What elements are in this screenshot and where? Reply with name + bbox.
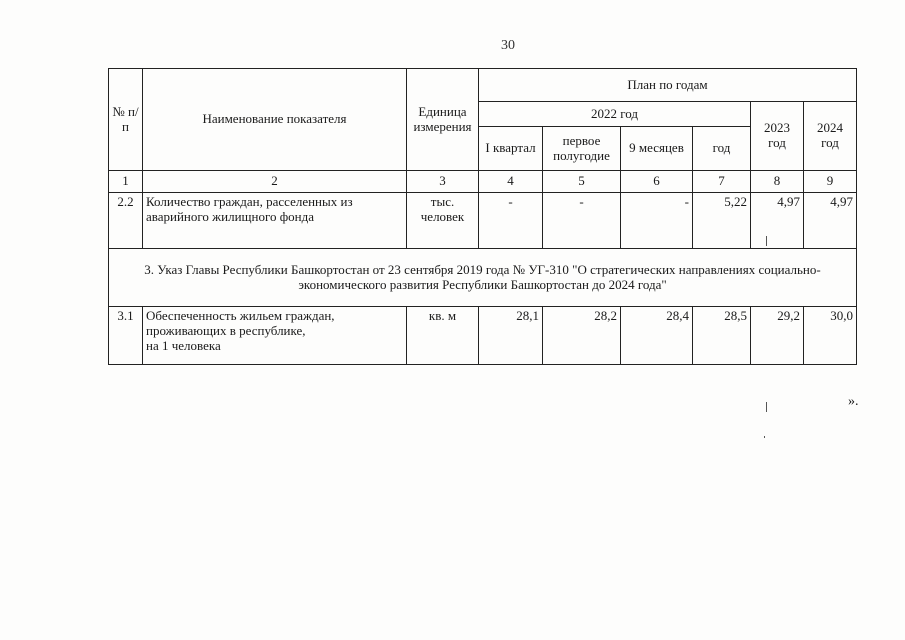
col-number: 4 (479, 171, 543, 193)
col-number: 9 (804, 171, 857, 193)
row-2023: 29,2 (751, 307, 804, 365)
header-plan: План по годам (479, 69, 857, 102)
row-year: 28,5 (693, 307, 751, 365)
row-2023: 4,97 (751, 193, 804, 249)
scan-speck (766, 402, 767, 412)
row-name-line: проживающих в республике, (146, 322, 306, 338)
header-year-2024: 2024 год (804, 102, 857, 171)
row-name-line: на 1 человека (146, 337, 221, 353)
scan-speck (766, 236, 767, 246)
plan-table (108, 68, 857, 365)
row-name (143, 307, 407, 365)
header-name: Наименование показателя (143, 69, 407, 171)
row-unit: тыс. человек (407, 193, 479, 249)
scan-speck (764, 436, 765, 438)
table-row (109, 307, 857, 365)
header-half-year: первое полугодие (543, 127, 621, 171)
column-numbers-row (109, 171, 857, 193)
header-year-2022: 2022 год (479, 102, 751, 127)
section-title: 3. Указ Главы Республики Башкортостан от 23 сентября 2019 года № УГ-310 "О стратегических направлениях социально-экономического развития Республики Башкортостан до 2024 года" (109, 249, 857, 307)
header-year: год (693, 127, 751, 171)
row-q1: - (479, 193, 543, 249)
row-half-year: - (543, 193, 621, 249)
row-num: 3.1 (109, 307, 143, 365)
row-name-line: Обеспеченность жильем граждан, (146, 308, 335, 323)
col-number: 2 (143, 171, 407, 193)
col-number: 6 (621, 171, 693, 193)
col-number: 3 (407, 171, 479, 193)
col-number: 5 (543, 171, 621, 193)
row-name: Количество граждан, расселенных из аварийного жилищного фонда (143, 193, 407, 249)
row-half-year: 28,2 (543, 307, 621, 365)
row-9-months: 28,4 (621, 307, 693, 365)
row-2024: 30,0 (804, 307, 857, 365)
row-q1: 28,1 (479, 307, 543, 365)
row-2024: 4,97 (804, 193, 857, 249)
col-number: 1 (109, 171, 143, 193)
col-number: 8 (751, 171, 804, 193)
header-unit: Единица измерения (407, 69, 479, 171)
row-unit: кв. м (407, 307, 479, 365)
header-year-2023: 2023 год (751, 102, 804, 171)
row-9-months: - (621, 193, 693, 249)
row-num: 2.2 (109, 193, 143, 249)
table-row (109, 193, 857, 249)
page-number: 30 (501, 38, 515, 53)
col-number: 7 (693, 171, 751, 193)
header-num: № п/п (109, 69, 143, 171)
row-year: 5,22 (693, 193, 751, 249)
header-9-months: 9 месяцев (621, 127, 693, 171)
closing-quote: ». (848, 394, 859, 409)
header-q1: I квартал (479, 127, 543, 171)
